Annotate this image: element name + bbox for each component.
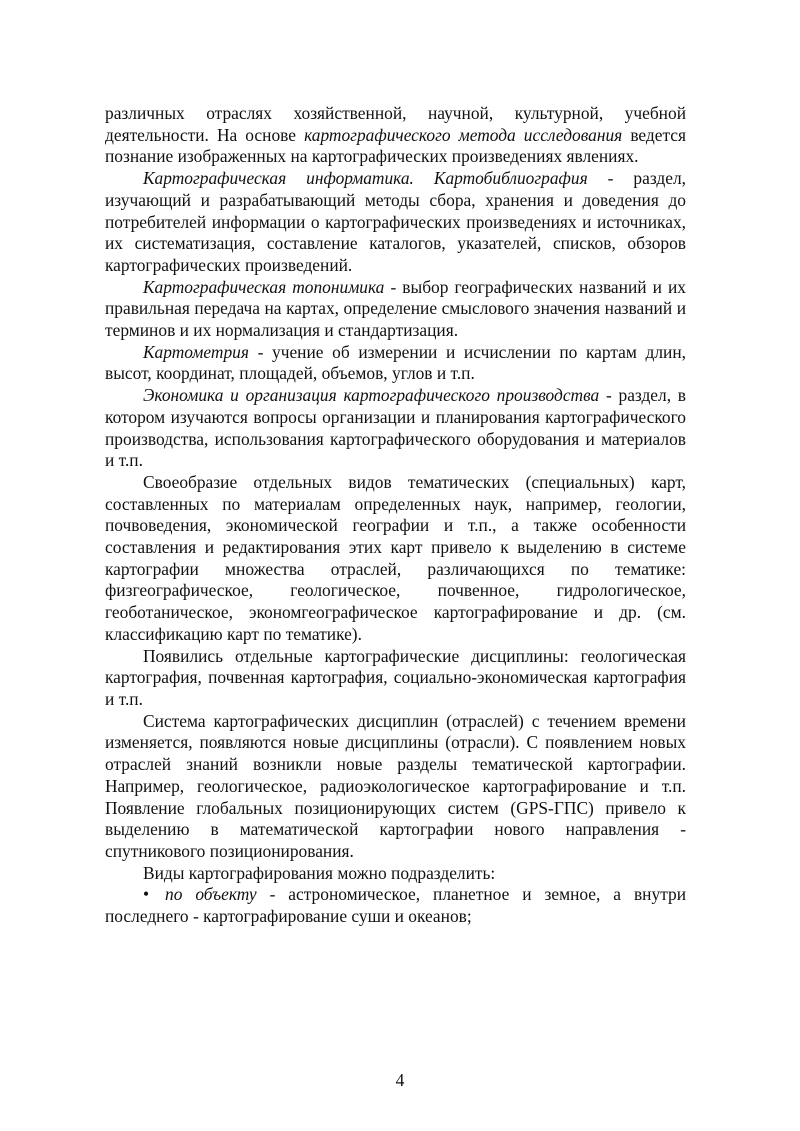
body-text (105, 103, 686, 928)
text-run: - раздел, в котором изучаются вопросы организации и планирования картографического производства, использования картографического оборудования и материалов и т.п. (105, 385, 687, 471)
bullet-icon: • (143, 884, 150, 905)
text-run: Виды картографирования можно подразделить: (143, 862, 496, 883)
paragraph (105, 711, 686, 863)
italic-term: Экономика и организация картографического производства (143, 385, 600, 406)
italic-term: Картометрия (143, 341, 249, 362)
text-run: - астрономическое, планетное и земное, а внутри последнего - картографирование суши и океанов; (105, 884, 687, 927)
text-run: Своеобразие отдельных видов тематических (специальных) карт, составленных по материалам определенных наук, например, геологии, почвоведения, экономической географии и т.п., а также особенности составления и редактирования этих карт привело к выделению в системе картографии множества отраслей, различающихся по тематике: физгеографическое, геологическое, почвенное, гидрологическое, геоботаническое, экономгеографическое картографирование и др. (см. классификацию карт по тематике). (105, 471, 686, 644)
text-run: различных отраслях хозяйственной, научной, культурной, учебной деятельности. На основе (105, 103, 686, 145)
bullet-item (105, 884, 686, 927)
text-run: Появились отдельные картографические дисциплины: геологическая картография, почвенная картография, социально-экономическая картография и т.п. (105, 645, 686, 709)
paragraph (105, 103, 686, 168)
paragraph (105, 472, 686, 646)
text-run: - учение об измерении и исчислении по картам длин, высот, координат, площадей, объемов, углов и т.п. (105, 341, 686, 384)
text-run: - выбор географических названий и их правильная передача на картах, определение смыслового значения названий и терминов и их нормализация и стандартизация. (105, 276, 686, 341)
text-run: Система картографических дисциплин (отраслей) с течением времени изменяется, появляются новые дисциплины (отрасли). С появлением новых отраслей знаний возникли новые разделы тематической картографии. Например, геологическое, радиоэкологическое картографирование и т.п. Появление глобальных позиционирующих систем (GPS-ГПС) привело к выделению в математической картографии нового направления - спутникового позиционирования. (105, 710, 686, 861)
text-run: - раздел, изучающий и разрабатывающий методы сбора, хранения и доведения до потребителей информации о картографических произведениях и источниках, их систематизация, составление каталогов, указателей, списков, обзоров картографических произведений. (105, 168, 686, 275)
text-run: ведется познание изображенных на картографических произведениях явлениях. (105, 124, 687, 167)
paragraph (105, 277, 686, 342)
italic-term: Картографическая топонимика (143, 276, 385, 297)
page-number: 4 (395, 1070, 405, 1090)
paragraph (105, 168, 686, 277)
paragraph (105, 863, 686, 885)
italic-term: Картографическая информатика. Картобиблиография (143, 168, 588, 189)
italic-term: по объекту (165, 884, 257, 905)
italic-term: картографического метода исследования (304, 124, 623, 145)
paragraph (105, 646, 686, 711)
paragraph (105, 385, 686, 472)
paragraph (105, 342, 686, 385)
